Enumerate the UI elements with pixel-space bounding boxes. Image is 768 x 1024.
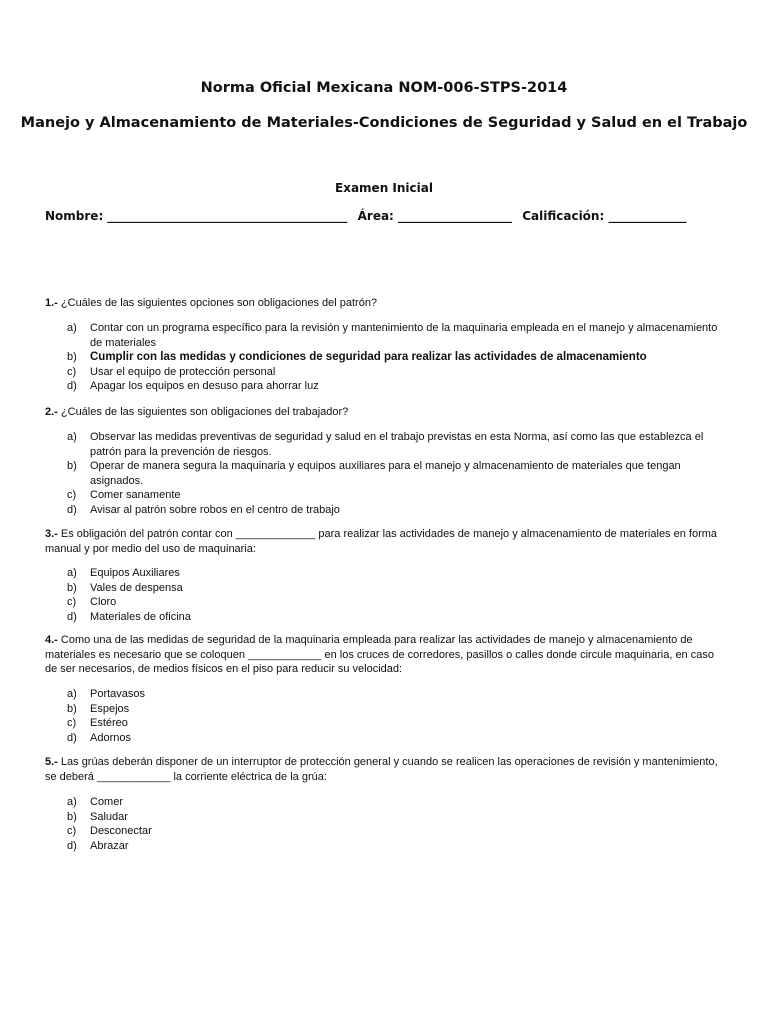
option-letter: c) [67,596,77,608]
option-c [67,365,727,380]
option-d [67,839,727,854]
option-a [67,430,727,459]
option-b [67,350,727,365]
question-4-options [67,687,727,745]
option-d [67,610,727,625]
option-text: Portavasos [90,688,146,700]
document-title: Norma Oficial Mexicana NOM-006-STPS-2014 [200,80,568,96]
option-letter: d) [67,503,77,516]
student-fields [45,209,735,223]
option-text: Contar con un programa específico para la revisión y mantenimiento de la maquinaria empleada en el manejo y almacenamiento de materiales [90,322,718,349]
option-text: Materiales de oficina [90,610,191,623]
question-text: Es obligación del patrón contar con _____________ para realizar las actividades de manejo y almacenamiento de materiales en forma manual y por medio del uso de maquinaria: [45,528,718,555]
option-text: Cloro [90,596,117,608]
option-letter: a) [67,431,77,443]
option-text: Avisar al patrón sobre robos en el centro de trabajo [90,503,340,516]
option-b [67,702,727,717]
option-d [67,503,727,518]
option-letter: a) [67,322,77,334]
option-letter: a) [67,688,77,700]
exam-title: Examen Inicial [335,181,433,195]
question-1-options [67,321,727,394]
option-d [67,731,727,746]
document-subtitle: Manejo y Almacenamiento de Materiales-Condiciones de Seguridad y Salud en el Trabajo [20,115,748,131]
option-text: Estéreo [90,717,128,729]
option-letter: c) [67,489,77,501]
question-2 [45,405,725,420]
question-5 [45,755,725,784]
option-text: Comer sanamente [90,489,181,501]
option-c [67,716,727,731]
option-c [67,488,727,503]
question-text: Como una de las medidas de seguridad de la maquinaria empleada para realizar las actividades de manejo y almacenamiento de materiales es necesario que se coloquen ____________ en los cruces de corredores, pasillos o calles donde circule maquinaria, en caso de ser necesarios, de medios físicos en el piso para reducir su velocidad: [45,634,714,675]
question-number: 1.- [45,297,58,309]
option-c [67,824,727,839]
option-letter: c) [67,825,77,837]
question-number: 5.- [45,756,58,768]
option-letter: b) [67,810,77,823]
option-text: Equipos Auxiliares [90,567,180,579]
option-b [67,810,727,825]
question-number: 2.- [45,406,58,418]
option-letter: b) [67,581,77,594]
option-text: Adornos [90,731,131,744]
question-1 [45,296,725,311]
option-text: Desconectar [90,825,152,837]
option-text: Comer [90,796,124,808]
option-letter: a) [67,796,77,808]
nombre-field: Nombre: ________________________________________ [45,209,348,223]
option-a [67,687,727,702]
option-text: Vales de despensa [90,581,183,594]
option-letter: c) [67,365,77,378]
option-a [67,566,727,581]
question-text: Las grúas deberán disponer de un interruptor de protección general y cuando se realicen las operaciones de revisión y mantenimiento, se deberá ____________ la corriente eléctrica de la grúa: [45,756,718,783]
area-field: Área: ___________________ [357,209,513,223]
option-b [67,459,727,488]
option-text: Espejos [90,702,130,715]
question-3 [45,527,725,556]
question-4 [45,633,725,677]
option-text: Observar las medidas preventivas de seguridad y salud en el trabajo previstas en esta Norma, así como las que establezca el patrón para la prevención de riesgos. [90,431,704,458]
option-c [67,595,727,610]
question-5-options [67,795,727,853]
calificacion-field: Calificación: _____________ [522,209,687,223]
option-letter: d) [67,610,77,623]
option-letter: d) [67,731,77,744]
option-text: Cumplir con las medidas y condiciones de seguridad para realizar las actividades de almacenamiento [90,351,647,363]
option-letter: b) [67,702,77,715]
question-3-options [67,566,727,624]
option-text: Operar de manera segura la maquinaria y equipos auxiliares para el manejo y almacenamiento de materiales que tengan asignados. [90,460,681,487]
option-text: Apagar los equipos en desuso para ahorrar luz [90,380,319,392]
option-text: Saludar [90,810,128,823]
option-a [67,321,727,350]
question-number: 4.- [45,634,58,646]
option-text: Usar el equipo de protección personal [90,365,276,378]
option-b [67,581,727,596]
option-letter: a) [67,567,77,579]
option-a [67,795,727,810]
option-letter: c) [67,717,77,729]
option-d [67,379,727,394]
question-number: 3.- [45,528,58,540]
question-text: ¿Cuáles de las siguientes son obligaciones del trabajador? [57,406,349,418]
option-letter: d) [67,839,77,852]
question-text: ¿Cuáles de las siguientes opciones son obligaciones del patrón? [57,297,378,309]
option-letter: b) [67,460,77,472]
option-letter: d) [67,380,77,392]
option-text: Abrazar [90,839,129,852]
option-letter: b) [67,351,77,363]
question-2-options [67,430,727,517]
